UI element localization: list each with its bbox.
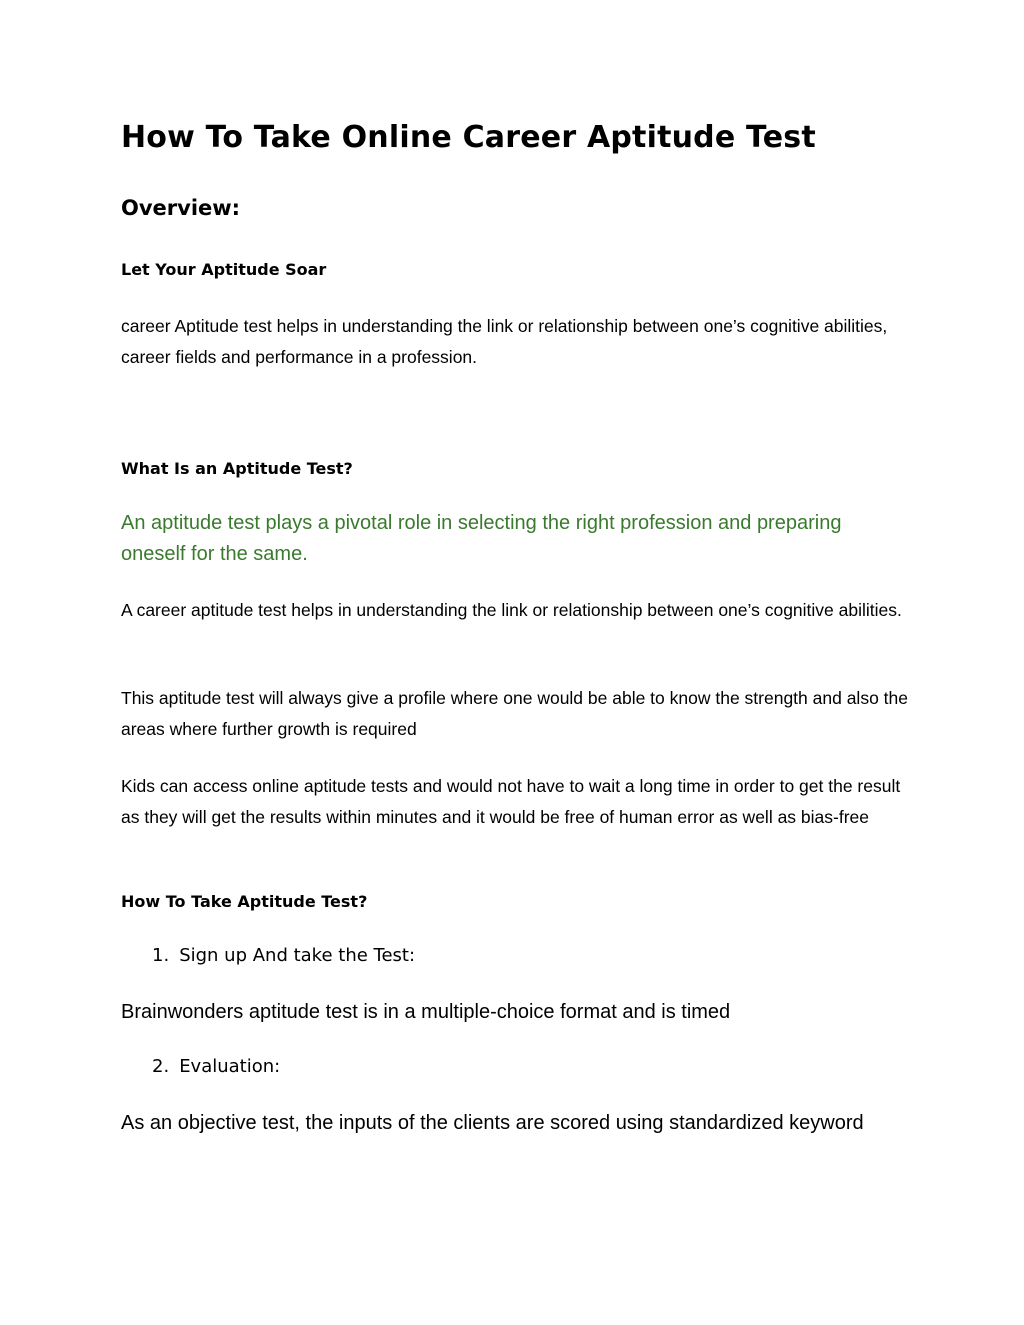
step-2-description: As an objective test, the inputs of the clients are scored using standardized keyword [121,1112,864,1134]
highlight-paragraph: An aptitude test plays a pivotal role in selecting the right profession and preparing oneself for the same. [121,512,842,565]
list-label: Evaluation: [179,1056,281,1077]
paragraph-profile: This aptitude test will always give a profile where one would be able to know the strength and also the areas where further growth is required [121,688,908,739]
list-label: Sign up And take the Test: [179,945,416,966]
paragraph-kids: Kids can access online aptitude tests and would not have to wait a long time in order to get the result as they will get the results within minutes and it would be free of human error as well as bias-free [121,776,901,827]
list-item-step-2 [152,1054,280,1080]
overview-heading: Overview: [121,196,241,220]
list-number: 1. [152,945,170,966]
section-heading-how-to-take: How To Take Aptitude Test? [121,892,368,911]
intro-paragraph: career Aptitude test helps in understanding the link or relationship between one’s cognitive abilities, career fields and performance in a profession. [121,316,888,367]
list-number: 2. [152,1056,170,1077]
paragraph-cognitive: A career aptitude test helps in understanding the link or relationship between one’s cognitive abilities. [121,600,902,620]
section-heading-what-is: What Is an Aptitude Test? [121,459,353,478]
list-item-step-1 [152,943,415,969]
section-heading-aptitude-soar: Let Your Aptitude Soar [121,260,327,279]
page-title: How To Take Online Career Aptitude Test [121,120,816,155]
step-1-description: Brainwonders aptitude test is in a multiple-choice format and is timed [121,1001,731,1023]
